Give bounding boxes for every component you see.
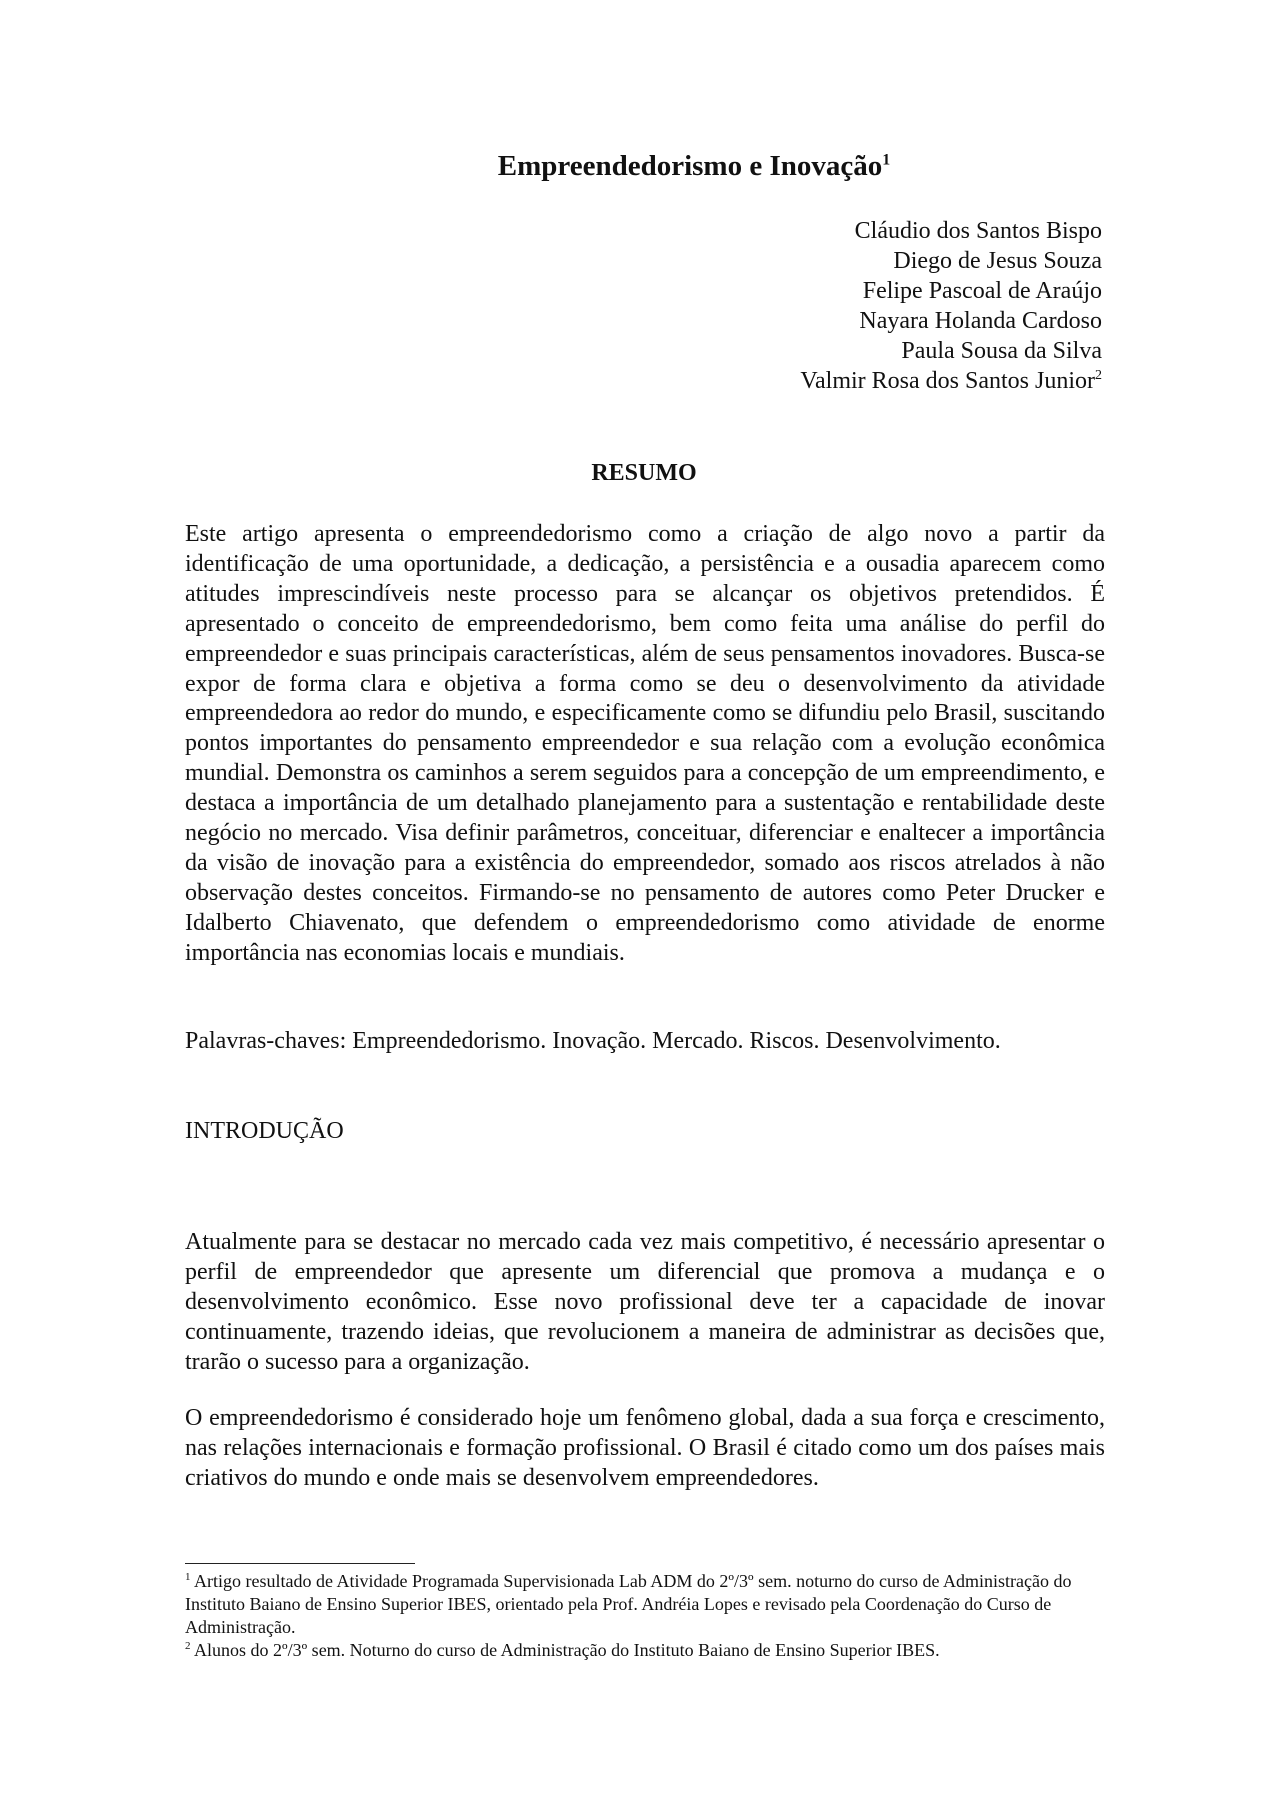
introduction-paragraph: Atualmente para se destacar no mercado cada vez mais competitivo, é necessário apresentar o perfil de empreendedor que apresente um diferencial que promova a mudança e o desenvolvimento econômico. Esse novo profissional deve ter a capacidade de inovar continuamente, trazendo ideias, que revolucionem a maneira de administrar as decisões que, trarão o sucesso para a organização. bbox=[185, 1229, 1105, 1375]
introduction-paragraph: O empreendedorismo é considerado hoje um fenômeno global, dada a sua força e crescimento, nas relações internacionais e formação profissional. O Brasil é citado como um dos países mais criativos do mundo e onde mais se desenvolvem empreendedores. bbox=[185, 1405, 1105, 1491]
footnotes bbox=[185, 1570, 1105, 1662]
author-name: Nayara Holanda Cardoso bbox=[859, 308, 1102, 334]
author-name: Cláudio dos Santos Bispo bbox=[854, 218, 1102, 244]
abstract-text: Este artigo apresenta o empreendedorismo como a criação de algo novo a partir da identificação de uma oportunidade, a dedicação, a persistência e a ousadia aparecem como atitudes imprescindíveis neste processo para se alcançar os objetivos pretendidos. É apresentado o conceito de empreendedorismo, bem como feita uma análise do perfil do empreendedor e suas principais características, além de seus pensamentos inovadores. Busca-se expor de forma clara e objetiva a forma como se deu o desenvolvimento da atividade empreendedora ao redor do mundo, e especificamente como se difundiu pelo Brasil, suscitando pontos importantes do pensamento empreendedor e sua relação com a evolução econômica mundial. Demonstra os caminhos a serem seguidos para a concepção de um empreendimento, e destaca a importância de um detalhado planejamento para a sustentação e rentabilidade deste negócio no mercado. Visa definir parâmetros, conceituar, diferenciar e enaltecer a importância da visão de inovação para a existência do empreendedor, somado aos riscos atrelados à não observação destes conceitos. Firmando-se no pensamento de autores como Peter Drucker e Idalberto Chiavenato, que defendem o empreendedorismo como atividade de enorme importância nas economias locais e mundiais. bbox=[185, 521, 1105, 966]
title-footnote-mark: 1 bbox=[882, 151, 891, 169]
footnote-2 bbox=[185, 1639, 1105, 1662]
footnote-mark: 1 bbox=[185, 1571, 191, 1583]
author-name: Felipe Pascoal de Araújo bbox=[862, 278, 1102, 304]
paper-title bbox=[0, 150, 1280, 183]
keywords: Palavras-chaves: Empreendedorismo. Inovação. Mercado. Riscos. Desenvolvimento. bbox=[185, 1028, 1001, 1054]
author-name: Diego de Jesus Souza bbox=[893, 248, 1102, 274]
author-list bbox=[800, 216, 1102, 396]
footnote-text: Artigo resultado de Atividade Programada Supervisionada Lab ADM do 2º/3º sem. noturno do curso de Administração do Instituto Baiano de Ensino Superior IBES, orientado pela Prof. Andréia Lopes e revisado pela Coordenação do Curso de Administração. bbox=[185, 1571, 1072, 1637]
authors-footnote-mark: 2 bbox=[1095, 368, 1102, 383]
footnote-1 bbox=[185, 1570, 1105, 1639]
footnote-mark: 2 bbox=[185, 1640, 191, 1652]
abstract-heading: RESUMO bbox=[591, 460, 697, 486]
introduction-heading: INTRODUÇÃO bbox=[185, 1118, 344, 1144]
author-name-last bbox=[800, 366, 1102, 396]
footnote-divider bbox=[185, 1563, 415, 1564]
author-name: Valmir Rosa dos Santos Junior bbox=[800, 368, 1095, 394]
paper-title-text: Empreendedorismo e Inovação bbox=[497, 150, 883, 182]
author-name: Paula Sousa da Silva bbox=[901, 338, 1102, 364]
footnote-text: Alunos do 2º/3º sem. Noturno do curso de Administração do Instituto Baiano de Ensino Superior IBES. bbox=[194, 1640, 940, 1660]
